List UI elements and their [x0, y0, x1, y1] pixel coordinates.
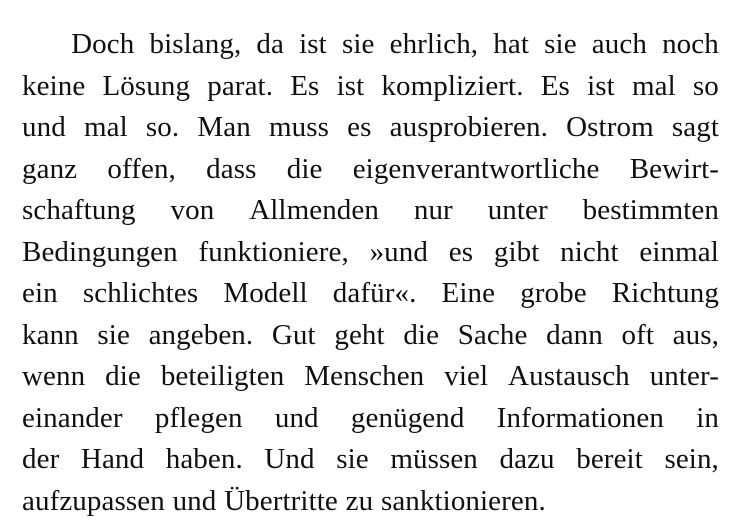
word: kann	[22, 315, 79, 357]
text-line	[22, 356, 719, 398]
word: muss	[269, 107, 329, 149]
word: sie	[544, 24, 577, 66]
word: Gut	[272, 315, 316, 357]
word: sie	[342, 24, 375, 66]
word: müssen	[390, 439, 478, 481]
word: Menschen	[304, 356, 424, 398]
word: Es	[541, 66, 570, 108]
word: sagt	[672, 107, 719, 149]
text-line	[22, 190, 719, 232]
word: bereit	[576, 439, 643, 481]
word: gibt	[494, 232, 540, 274]
word: und	[22, 107, 66, 149]
word: sein,	[664, 439, 718, 481]
word: unter-	[650, 356, 719, 398]
word: sanktionieren.	[381, 485, 546, 517]
word: auch	[592, 24, 647, 66]
body-paragraph	[22, 24, 719, 522]
word: nur	[414, 190, 453, 232]
word: nicht	[560, 232, 619, 274]
word: die	[403, 315, 439, 357]
word: Lösung	[102, 66, 190, 108]
text-line	[22, 149, 719, 191]
word: Übertritte	[224, 485, 338, 517]
word: Und	[264, 439, 314, 481]
word: oft	[622, 315, 655, 357]
word: Doch	[71, 24, 134, 66]
word: Modell	[223, 273, 307, 315]
word: ein	[22, 273, 58, 315]
word: offen,	[107, 149, 176, 191]
text-line	[22, 66, 719, 108]
word: ehrlich,	[390, 24, 479, 66]
word: geht	[334, 315, 384, 357]
word: mal	[632, 66, 676, 108]
word: funktioniere,	[199, 232, 349, 274]
word: Hand	[81, 439, 144, 481]
word: angeben.	[149, 315, 254, 357]
word: wenn	[22, 356, 85, 398]
word: Bedingungen	[22, 232, 178, 274]
word: und	[275, 398, 319, 440]
word: Austausch	[508, 356, 630, 398]
word: von	[171, 190, 215, 232]
word: ausprobieren.	[390, 107, 548, 149]
word: hat	[493, 24, 529, 66]
text-line	[22, 232, 719, 274]
word: mal	[84, 107, 128, 149]
word: so.	[146, 107, 179, 149]
word: bislang,	[149, 24, 241, 66]
word: unter	[488, 190, 548, 232]
word: der	[22, 439, 59, 481]
text-line	[22, 481, 719, 522]
word: noch	[662, 24, 719, 66]
word: und	[173, 485, 217, 517]
word: dass	[206, 149, 256, 191]
word: ist	[337, 66, 365, 108]
word: ist	[299, 24, 327, 66]
text-line	[22, 273, 719, 315]
word: es	[347, 107, 371, 149]
word: dazu	[500, 439, 555, 481]
word: sie	[97, 315, 130, 357]
word: grobe	[520, 273, 587, 315]
word: pflegen	[155, 398, 243, 440]
text-line	[22, 439, 719, 481]
word: Ostrom	[566, 107, 654, 149]
word: kompliziert.	[381, 66, 523, 108]
word: Bewirt-	[630, 149, 719, 191]
word: keine	[22, 66, 85, 108]
text-line	[22, 107, 719, 149]
word: die	[105, 356, 141, 398]
word: dann	[546, 315, 603, 357]
word: in	[696, 398, 719, 440]
word: parat.	[207, 66, 273, 108]
word: dafür«.	[333, 273, 417, 315]
word: da	[256, 24, 284, 66]
word: aufzupassen	[22, 485, 165, 517]
text-line	[22, 24, 719, 66]
word: ist	[587, 66, 615, 108]
word: es	[449, 232, 473, 274]
word: eigenverantwortliche	[353, 149, 600, 191]
word: einmal	[639, 232, 719, 274]
word: Sache	[458, 315, 528, 357]
word: Eine	[442, 273, 496, 315]
word: Informationen	[497, 398, 664, 440]
word: Allmenden	[249, 190, 379, 232]
word: viel	[444, 356, 488, 398]
word: Richtung	[612, 273, 719, 315]
word: schaftung	[22, 190, 136, 232]
text-line	[22, 315, 719, 357]
word: so	[693, 66, 719, 108]
word: beteiligten	[161, 356, 285, 398]
word: sie	[336, 439, 369, 481]
word: genügend	[351, 398, 465, 440]
word: aus,	[673, 315, 719, 357]
word: »und	[370, 232, 428, 274]
word: Man	[197, 107, 250, 149]
word: haben.	[166, 439, 243, 481]
paragraph-indent	[22, 24, 56, 66]
word: einander	[22, 398, 123, 440]
word: zu	[346, 485, 374, 517]
word: Es	[290, 66, 319, 108]
word: schlichtes	[83, 273, 198, 315]
word: ganz	[22, 149, 77, 191]
word: bestimmten	[583, 190, 719, 232]
word: die	[287, 149, 323, 191]
text-line	[22, 398, 719, 440]
